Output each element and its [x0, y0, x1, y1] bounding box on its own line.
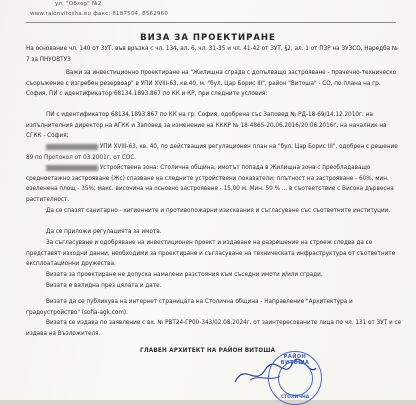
note-validity: Визата е валидна през цялата и дате. [46, 283, 162, 289]
letterhead-address: ул. "Обзор" №2 [55, 1, 102, 7]
validity-paragraph: Важи за инвестиционно проектиране на "Жилищна сграда с допълващо застрояване - прачечно-техническо съоръжение с изгребен резервоар" в УПИ XVIII-63, кв.40, м. "бул. Цар Борис III", район "Витоша" - СО, по плана на гр. София, ПИ с идентификатор 68134.1893.867 по КК и КР, при следните условия: [26, 70, 397, 98]
document-title: ВИЗА ЗА ПРОЕКТИРАНЕ [140, 33, 276, 43]
seal-inner-ring [278, 361, 313, 396]
issued-paragraph: Визата се издава по заявление с вх. № РВТ24-ГР00-343/02.08.2024г. от заинтересованите лица по чл. 131 от ЗУТ и се издава на Възложителя. [26, 320, 402, 337]
letterhead-contacts: www.raionvitosha.eu факс: 8187504, 8562960 [30, 11, 169, 17]
signatory-title: ГЛАВЕН АРХИТЕКТ НА РАЙОН ВИТОША [140, 348, 276, 354]
redaction-mark [46, 144, 98, 150]
letterhead-rule [26, 22, 396, 23]
legal-basis: На основание чл. 140 от ЗУТ, във връзка с чл. 134, ал. 6, чл. 31-35 и чл. 41-42 от ЗУТ, §2, ал. 1 от ПЗР на ЗУЗСО, Наредба № 7 за ПНУОВТУЗ [26, 46, 398, 63]
letterhead [0, 0, 416, 28]
note-regulation: Да се приложи регулацията за имота. [46, 229, 162, 235]
condition-item: Да се спазят санитарно - хигиенните и противопожарни изисквания и съгласуване със съответните институции. [46, 208, 391, 214]
note-distances: Визата за проектиране не допуска намалени разстояния към съседни имоти и/или сгради. [46, 272, 323, 278]
condition-text: Устройствена зона: Столична община, имотът попада в Жилищна зона с преобладаващо средноетажно застрояване (Жс) спазване на следните устройствени показатели: плътност на застрояване - 60%, мин. озеленена площ - 35%; макс. височина на основно застрояване - 15,00 м. Мин. 50 % ... в съответствие с Висока дървесна растителност. [26, 165, 394, 204]
seal-top-text: РАЙОН ВИТОША [280, 354, 310, 366]
condition-item: ПИ с идентификатор 68134.1893.867 по КК на гр. София, одобрена със Заповед № РД-18-69/14.12.2010г. на изпълнителния директор на АГКК и Заповед за изменение на КККР № 18-4865-20.06.2016/20.06.2016г. на началник на СГКК - София; [26, 112, 387, 140]
note-approval: За съгласуване и одобряване на инвестиционен проект и издаване на разрешение на строеж следва да се представят изходни данни, необходими за проектиране и съгласуване на техническата инфраструктура от съответните експлоатационни дружества. [26, 240, 396, 268]
condition-item [26, 163, 402, 206]
seal-bottom-text: СТОЛИЧНА [280, 395, 310, 400]
publish-paragraph: Визата да се публикува на интернет страницата на Столична община - Направление "Архитектура и градоустройство" (sofia-agk.com). [26, 299, 353, 316]
official-seal [268, 351, 322, 405]
condition-text: УПИ XVIII-63, кв. 40, по действащия регулационен план на "бул. Цар Борис III", одобрен с решение 89 по Протокол от 03.2001г. от СОС. [26, 144, 398, 161]
condition-item [26, 142, 402, 163]
signature-block [0, 340, 416, 400]
redaction-mark [46, 165, 98, 171]
